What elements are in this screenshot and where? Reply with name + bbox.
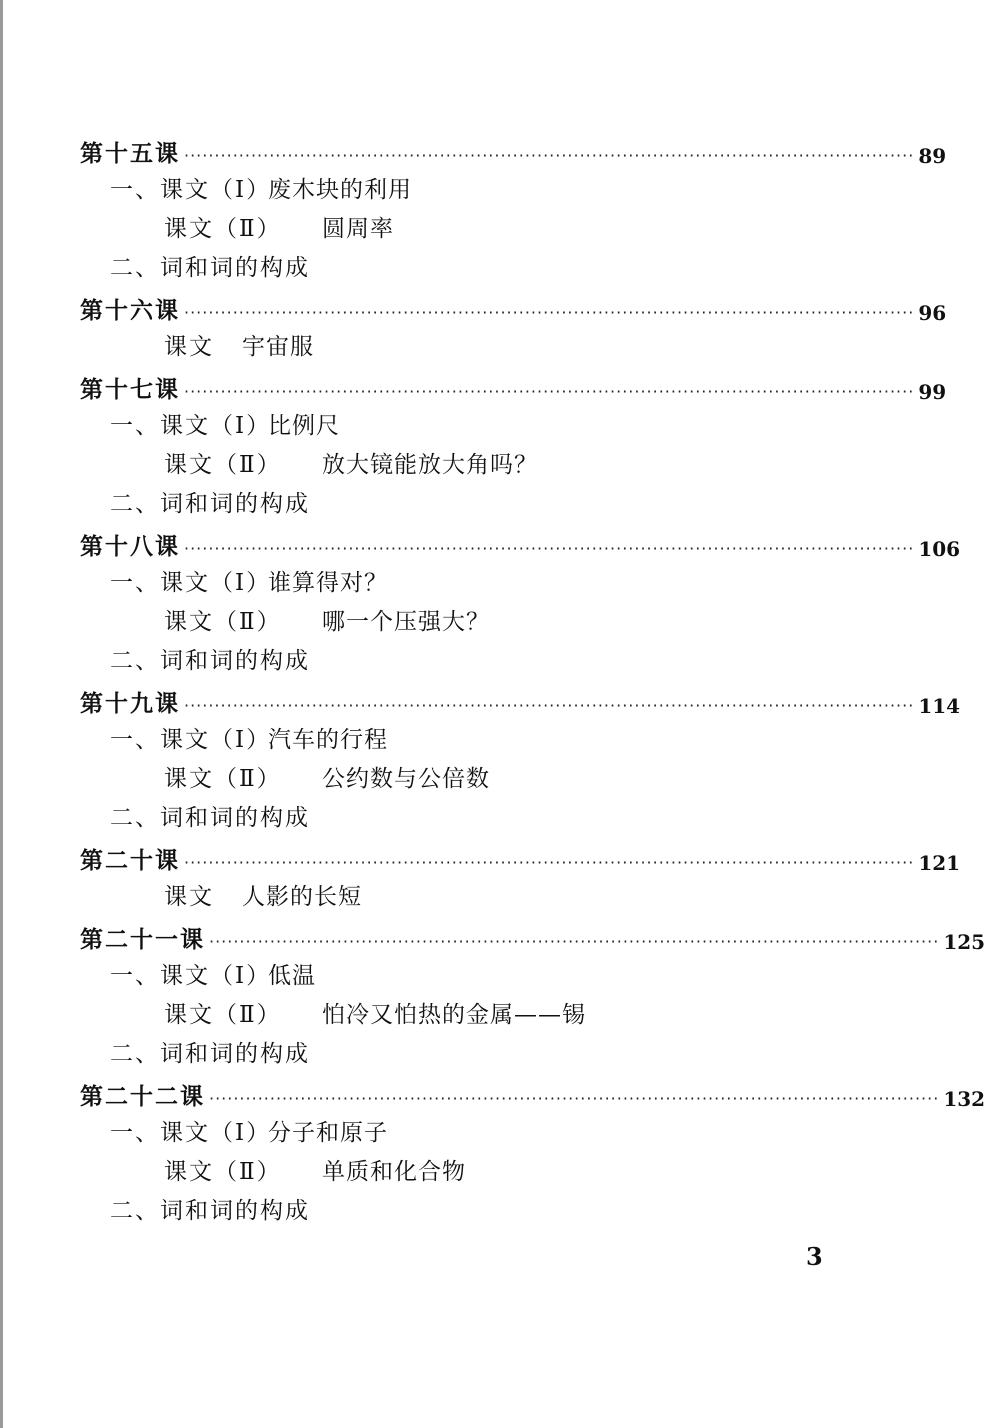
entry-label: 课文（Ⅱ） (164, 766, 282, 792)
lesson-title: 第二十一课 (80, 927, 205, 953)
entry-name: 废木块的利用 (268, 177, 412, 203)
toc-entry (80, 325, 820, 364)
entry-name: 人影的长短 (242, 884, 362, 910)
toc-entry (80, 875, 820, 914)
entry-label: 二、词和词的构成 (110, 805, 310, 831)
lesson-page-number: 132 (943, 1087, 985, 1111)
dot-leader: ························································································································ (184, 303, 915, 322)
toc-lesson-row (80, 835, 961, 875)
toc-entry (80, 404, 820, 443)
entry-name: 怕冷又怕热的金属——锡 (322, 1002, 586, 1028)
lesson-page-number: 106 (918, 537, 961, 561)
entry-name: 圆周率 (322, 216, 394, 242)
entry-label: 课文（Ⅱ） (164, 452, 282, 478)
toc-entry (80, 561, 820, 600)
dot-leader: ························································································································ (184, 382, 915, 401)
toc-lesson-row (80, 914, 985, 954)
toc-entry (80, 482, 820, 521)
entry-label: 一、课文（Ⅰ） (110, 177, 272, 203)
toc-lesson-row (80, 364, 947, 404)
lesson-title: 第十九课 (80, 691, 180, 717)
entry-label: 一、课文（Ⅰ） (110, 413, 272, 439)
toc-entry (80, 443, 820, 482)
toc-entry (80, 600, 820, 639)
entry-label: 课文（Ⅱ） (164, 216, 282, 242)
dot-leader: ························································································································ (184, 146, 915, 165)
toc-entry (80, 1189, 820, 1228)
entry-label: 二、词和词的构成 (110, 648, 310, 674)
entry-name: 哪一个压强大？ (322, 609, 490, 635)
entry-label: 一、课文（Ⅰ） (110, 727, 272, 753)
entry-label: 一、课文（Ⅰ） (110, 570, 272, 596)
entry-label: 课文（Ⅱ） (164, 1159, 282, 1185)
lesson-title: 第十五课 (80, 141, 180, 167)
dot-leader: ························································································································ (209, 1089, 940, 1108)
dot-leader: ························································································································ (184, 539, 915, 558)
lesson-page-number: 96 (918, 301, 947, 325)
toc-lesson-row (80, 128, 947, 168)
toc-entry (80, 1111, 820, 1150)
lesson-page-number: 89 (918, 144, 947, 168)
entry-name: 放大镜能放大角吗？ (322, 452, 538, 478)
toc-lesson-row (80, 285, 947, 325)
entry-name: 比例尺 (268, 413, 340, 439)
lesson-title: 第二十课 (80, 848, 180, 874)
entry-label: 二、词和词的构成 (110, 255, 310, 281)
page-edge (0, 0, 3, 1428)
toc-entry (80, 796, 820, 835)
dot-leader: ························································································································ (209, 932, 940, 951)
toc-entry (80, 207, 820, 246)
dot-leader: ························································································································ (184, 696, 915, 715)
toc-lesson-row (80, 1071, 985, 1111)
toc-entry (80, 639, 820, 678)
entry-name: 汽车的行程 (268, 727, 388, 753)
toc-entry (80, 1032, 820, 1071)
entry-label: 课文 (164, 334, 214, 360)
lesson-page-number: 125 (943, 930, 985, 954)
lesson-title: 第十七课 (80, 377, 180, 403)
lesson-title: 第十六课 (80, 298, 180, 324)
entry-name: 谁算得对？ (268, 570, 388, 596)
entry-label: 一、课文（Ⅰ） (110, 1120, 272, 1146)
toc-lesson-row (80, 521, 961, 561)
entry-label: 二、词和词的构成 (110, 491, 310, 517)
toc-entry (80, 1150, 820, 1189)
toc-entry (80, 954, 820, 993)
entry-label: 课文（Ⅱ） (164, 1002, 282, 1028)
toc-lesson-row (80, 678, 961, 718)
entry-name: 宇宙服 (242, 334, 314, 360)
toc-entry (80, 993, 820, 1032)
dot-leader: ························································································································ (184, 853, 915, 872)
toc-entry (80, 246, 820, 285)
entry-name: 公约数与公倍数 (322, 766, 490, 792)
entry-label: 二、词和词的构成 (110, 1198, 310, 1224)
toc-entry (80, 168, 820, 207)
entry-label: 一、课文（Ⅰ） (110, 963, 272, 989)
entry-label: 课文 (164, 884, 214, 910)
entry-label: 二、词和词的构成 (110, 1041, 310, 1067)
lesson-page-number: 121 (918, 851, 961, 875)
lesson-page-number: 99 (918, 380, 947, 404)
toc-entry (80, 757, 820, 796)
entry-name: 低温 (268, 963, 316, 989)
entry-name: 分子和原子 (268, 1120, 388, 1146)
lesson-title: 第二十二课 (80, 1084, 205, 1110)
entry-name: 单质和化合物 (322, 1159, 466, 1185)
page-number: 3 (806, 1242, 823, 1271)
entry-label: 课文（Ⅱ） (164, 609, 282, 635)
toc-entry (80, 718, 820, 757)
lesson-title: 第十八课 (80, 534, 180, 560)
lesson-page-number: 114 (918, 694, 961, 718)
table-of-contents (80, 128, 985, 1228)
